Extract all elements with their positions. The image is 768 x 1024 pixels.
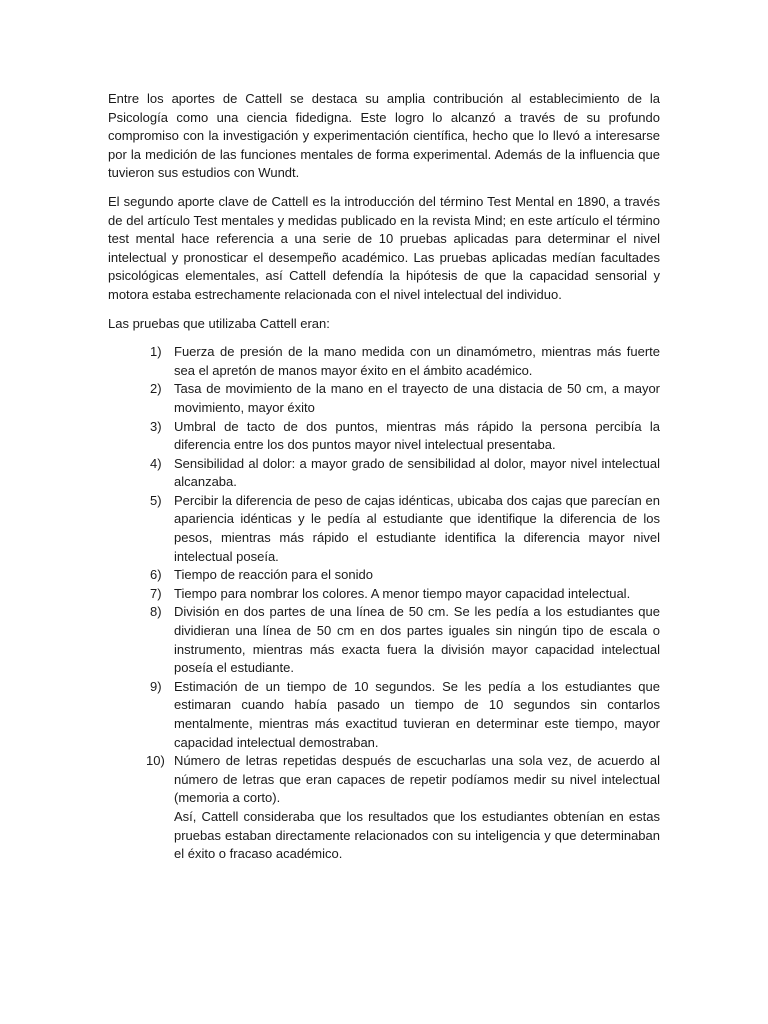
list-item — [108, 418, 660, 455]
list-number: 4) — [150, 455, 162, 471]
paragraph-intro: Entre los aportes de Cattell se destaca su amplia contribución al establecimiento de la Psicología como una ciencia fidedigna. Este logro lo alcanzó a través de su profundo compromiso con la investigación y experimentación científica, hecho que lo llevó a interesarse por la medición de las funciones mentales de forma experimental. Además de la influencia que tuvieron sus estudios con Wundt. — [108, 91, 660, 181]
list-number: 3) — [150, 418, 162, 434]
list-text: División en dos partes de una línea de 50 cm. Se les pedía a los estudiantes que dividieran una línea de 50 cm en dos partes iguales sin ningún tipo de escala o instrumento, mientras más exacta fuera la división mayor capacidad intelectual poseía el estudiante. — [174, 604, 660, 676]
list-text: Percibir la diferencia de peso de cajas idénticas, ubicaba dos cajas que parecían en apariencia idénticas y le pedía al estudiante que identifique la diferencia de los pesos, mientras más rápido el estudiante identifica la diferencia mayor nivel intelectual poseía. — [174, 492, 660, 564]
list-item — [108, 585, 660, 604]
list-item — [108, 492, 660, 566]
paragraph-list-intro: Las pruebas que utilizaba Cattell eran: — [108, 315, 330, 331]
list-item — [108, 343, 660, 380]
list-item — [108, 380, 660, 417]
document-page — [108, 90, 660, 864]
list-item — [108, 455, 660, 492]
list-number: 5) — [150, 492, 162, 508]
list-number: 8) — [150, 604, 162, 620]
list-text: Número de letras repetidas después de escucharlas una sola vez, de acuerdo al número de letras que eran capaces de repetir podíamos medir su nivel intelectual (memoria a corto). — [174, 753, 660, 806]
list-number: 10) — [146, 753, 165, 769]
list-number: 9) — [150, 678, 162, 694]
list-text: Umbral de tacto de dos puntos, mientras más rápido la persona percibía la diferencia entre los dos puntos mayor nivel intelectual presentaba. — [174, 418, 660, 453]
conclusion-text: Así, Cattell consideraba que los resultados que los estudiantes obtenían en estas pruebas estaban directamente relacionados con su inteligencia y que determinaban el éxito o fracaso académico. — [174, 808, 660, 862]
list-item — [108, 678, 660, 752]
list-text: Tiempo de reacción para el sonido — [174, 567, 373, 583]
list-text: Tasa de movimiento de la mano en el trayecto de una distacia de 50 cm, a mayor movimiento, mayor éxito — [174, 381, 660, 415]
paragraph-test-mental: El segundo aporte clave de Cattell es la introducción del término Test Mental en 1890, a través de del artículo Test mentales y medidas publicado en la revista Mind; en este artículo el término test mental hace referencia a una serie de 10 pruebas aplicadas para determinar el nivel intelectual y pronosticar el desempeño académico. Las pruebas aplicadas medían facultades psicológicas elementales, así Cattell defendía la hipótesis de que la capacidad sensorial y motora estaba estrechamente relacionada con el nivel intelectual del individuo. — [108, 193, 660, 302]
list-item — [108, 603, 660, 677]
list-number: 2) — [150, 381, 162, 397]
list-text: Sensibilidad al dolor: a mayor grado de sensibilidad al dolor, mayor nivel intelectual alcanzaba. — [174, 455, 660, 490]
tests-list — [108, 343, 660, 864]
list-number: 1) — [150, 344, 162, 360]
list-item — [108, 566, 660, 585]
list-text: Tiempo para nombrar los colores. A menor tiempo mayor capacidad intelectual. — [174, 585, 631, 601]
list-number: 6) — [150, 567, 162, 583]
list-text: Fuerza de presión de la mano medida con un dinamómetro, mientras más fuerte sea el apretón de manos mayor éxito en el ámbito académico. — [174, 344, 660, 378]
list-number: 7) — [150, 585, 162, 601]
list-text: Estimación de un tiempo de 10 segundos. Se les pedía a los estudiantes que estimaran cuando había pasado un tiempo de 10 segundos sin contarlos mentalmente, mientras más exactitud tuvieran en determinar este tiempo, mayor capacidad intelectual demostraban. — [174, 678, 660, 750]
list-item — [108, 752, 660, 864]
